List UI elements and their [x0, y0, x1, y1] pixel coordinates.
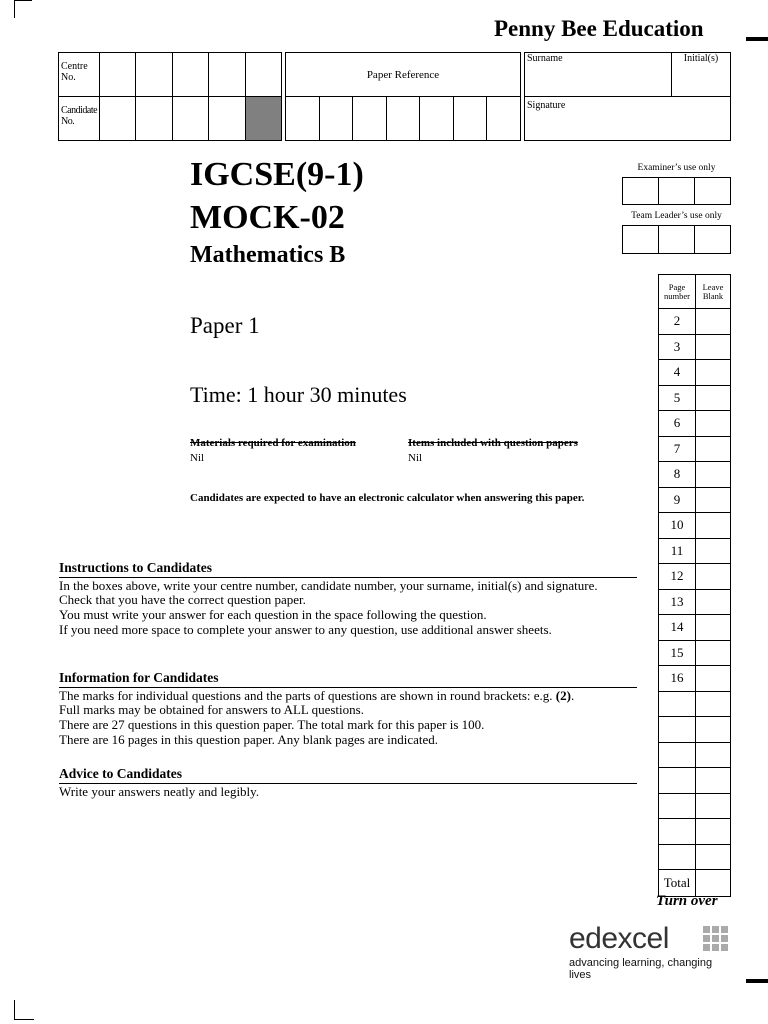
paper-reference-box[interactable]: [319, 97, 353, 141]
page-row: [659, 411, 731, 437]
page-number-cell: 4: [659, 360, 696, 386]
page-row: [659, 487, 731, 513]
page-row: [659, 462, 731, 488]
leave-blank-cell[interactable]: [696, 819, 731, 845]
paper-reference-box[interactable]: [286, 97, 320, 141]
page-row: [659, 334, 731, 360]
items-included-heading: Items included with question papers: [408, 437, 578, 449]
examiner-box[interactable]: [623, 178, 659, 205]
leave-blank-cell[interactable]: [696, 640, 731, 666]
candidate-number-grid: [58, 52, 282, 141]
page-row: [659, 793, 731, 819]
page-number-cell: 7: [659, 436, 696, 462]
edexcel-logo: [569, 922, 733, 981]
leave-blank-cell[interactable]: [696, 385, 731, 411]
instructions-section: [59, 561, 637, 638]
leave-blank-cell[interactable]: [696, 436, 731, 462]
leave-blank-cell[interactable]: [696, 844, 731, 870]
paper-reference-box[interactable]: [420, 97, 454, 141]
centre-no-box[interactable]: [245, 53, 281, 97]
paper-reference-grid: [285, 52, 521, 141]
page-number-cell: [659, 793, 696, 819]
page-number-cell: 16: [659, 666, 696, 692]
team-leader-box[interactable]: [695, 226, 731, 254]
leave-blank-cell[interactable]: [696, 538, 731, 564]
items-included-value: Nil: [408, 452, 423, 464]
centre-no-label: Centre No.: [59, 53, 100, 97]
page-row: [659, 717, 731, 743]
brand-title: Penny Bee Education: [494, 16, 704, 41]
signature-field[interactable]: [525, 97, 731, 141]
examiner-box[interactable]: [695, 178, 731, 205]
team-leader-box[interactable]: [623, 226, 659, 254]
page-number-cell: [659, 691, 696, 717]
examiner-use-boxes: [622, 177, 731, 205]
examiner-use-label: Examiner’s use only: [637, 163, 716, 173]
instructions-heading: Instructions to Candidates: [59, 561, 637, 578]
page-number-cell: 13: [659, 589, 696, 615]
paper-reference-box[interactable]: [487, 97, 521, 141]
page-number-cell: [659, 717, 696, 743]
page-row: [659, 436, 731, 462]
page-number-cell: [659, 768, 696, 794]
page-number-header: Page number: [659, 275, 696, 309]
information-line: The marks for individual questions and the parts of questions are shown in round brackets: e.g. (2).: [59, 687, 575, 703]
leave-blank-cell[interactable]: [696, 564, 731, 590]
exam-title: IGCSE(9-1): [190, 156, 364, 193]
mock-title: MOCK-02: [190, 199, 345, 236]
leave-blank-cell[interactable]: [696, 793, 731, 819]
candidate-no-box[interactable]: [209, 97, 245, 141]
crop-mark-bottom-left-v: [14, 1000, 15, 1020]
crop-mark-top-left-v: [14, 0, 15, 18]
leave-blank-cell[interactable]: [696, 742, 731, 768]
candidate-no-box[interactable]: [100, 97, 136, 141]
turn-over-label: Turn over: [656, 893, 718, 909]
leave-blank-cell[interactable]: [696, 309, 731, 335]
page-number-cell: 5: [659, 385, 696, 411]
logo-tagline: advancing learning, changing lives: [569, 957, 713, 981]
information-line: Full marks may be obtained for answers to ALL questions.: [59, 702, 364, 718]
advice-section: [59, 767, 637, 799]
information-line: There are 27 questions in this question paper. The total mark for this paper is 100.: [59, 717, 485, 733]
instruction-line: In the boxes above, write your centre number, candidate number, your surname, initial(s) and signature.: [59, 577, 598, 593]
page-row: [659, 309, 731, 335]
team-leader-use-label: Team Leader’s use only: [631, 211, 722, 221]
page-number-cell: 3: [659, 334, 696, 360]
centre-no-box[interactable]: [209, 53, 245, 97]
page-number-cell: 8: [659, 462, 696, 488]
page-row: [659, 691, 731, 717]
page-row: [659, 768, 731, 794]
page-number-cell: 15: [659, 640, 696, 666]
page-number-cell: 9: [659, 487, 696, 513]
information-heading: Information for Candidates: [59, 671, 637, 688]
centre-no-box[interactable]: [136, 53, 172, 97]
candidate-no-label: Candidate No.: [59, 97, 100, 141]
leave-blank-cell[interactable]: [696, 666, 731, 692]
page-number-cell: 2: [659, 309, 696, 335]
leave-blank-cell[interactable]: [696, 462, 731, 488]
leave-blank-cell[interactable]: [696, 513, 731, 539]
page-row: [659, 666, 731, 692]
page-row: [659, 819, 731, 845]
signature-label: Signature: [527, 100, 566, 111]
page-row: [659, 538, 731, 564]
initials-field[interactable]: [672, 53, 731, 97]
advice-heading: Advice to Candidates: [59, 767, 637, 784]
page-row: [659, 844, 731, 870]
page-edge-mark-top: [746, 37, 768, 41]
team-leader-box[interactable]: [659, 226, 695, 254]
materials-required-value: Nil: [190, 452, 205, 464]
page-row: [659, 742, 731, 768]
page-row: [659, 513, 731, 539]
instruction-line: You must write your answer for each question in the space following the question.: [59, 607, 487, 623]
leave-blank-cell[interactable]: [696, 691, 731, 717]
page-number-cell: 12: [659, 564, 696, 590]
paper-reference-label: Paper Reference: [286, 53, 521, 97]
logo-dots-icon: [703, 926, 733, 956]
page-number-cell: 10: [659, 513, 696, 539]
page-row: [659, 615, 731, 641]
instruction-line: Check that you have the correct question paper.: [59, 592, 306, 608]
leave-blank-cell[interactable]: [696, 411, 731, 437]
subject-title: Mathematics B: [190, 242, 346, 268]
page-edge-mark-bottom: [746, 979, 768, 983]
instruction-line: If you need more space to complete your answer to any question, use additional answer sheets.: [59, 621, 552, 637]
surname-label: Surname: [527, 53, 563, 64]
paper-reference-box[interactable]: [353, 97, 387, 141]
leave-blank-header: Leave Blank: [696, 275, 731, 309]
page-number-cell: [659, 742, 696, 768]
candidate-no-box-shaded: [245, 97, 281, 141]
calculator-note: Candidates are expected to have an electronic calculator when answering this paper.: [190, 492, 585, 504]
advice-line: Write your answers neatly and legibly.: [59, 783, 260, 799]
page-row: [659, 589, 731, 615]
leave-blank-cell[interactable]: [696, 615, 731, 641]
page-row: [659, 640, 731, 666]
team-leader-use-boxes: [622, 225, 731, 254]
leave-blank-cell[interactable]: [696, 360, 731, 386]
leave-blank-cell[interactable]: [696, 334, 731, 360]
leave-blank-cell[interactable]: [696, 768, 731, 794]
initials-label: Initial(s): [683, 53, 719, 64]
page-row: [659, 564, 731, 590]
candidate-no-box[interactable]: [172, 97, 208, 141]
paper-reference-box[interactable]: [386, 97, 420, 141]
candidate-no-box[interactable]: [136, 97, 172, 141]
leave-blank-cell[interactable]: [696, 487, 731, 513]
centre-no-box[interactable]: [172, 53, 208, 97]
paper-reference-box[interactable]: [453, 97, 487, 141]
page-row: [659, 360, 731, 386]
page-number-table: [658, 274, 731, 897]
logo-wordmark: edexcel: [569, 922, 669, 955]
information-line: There are 16 pages in this question paper. Any blank pages are indicated.: [59, 731, 439, 747]
page-number-cell: [659, 819, 696, 845]
page-number-cell: 14: [659, 615, 696, 641]
page-number-cell: 11: [659, 538, 696, 564]
name-signature-grid: [524, 52, 731, 141]
surname-field[interactable]: [525, 53, 672, 97]
crop-mark-bottom-left-h: [14, 1019, 34, 1020]
paper-title: Paper 1: [190, 313, 260, 338]
materials-required-heading: Materials required for examination: [190, 437, 356, 449]
examiner-box[interactable]: [659, 178, 695, 205]
page-row: [659, 385, 731, 411]
exam-duration: Time: 1 hour 30 minutes: [190, 382, 407, 407]
information-section: [59, 671, 637, 748]
centre-no-box[interactable]: [100, 53, 136, 97]
page-number-cell: 6: [659, 411, 696, 437]
crop-mark-top-left-h: [14, 0, 32, 1]
page-number-cell: [659, 844, 696, 870]
leave-blank-cell[interactable]: [696, 589, 731, 615]
leave-blank-cell[interactable]: [696, 717, 731, 743]
total-label: Total: [659, 870, 696, 897]
